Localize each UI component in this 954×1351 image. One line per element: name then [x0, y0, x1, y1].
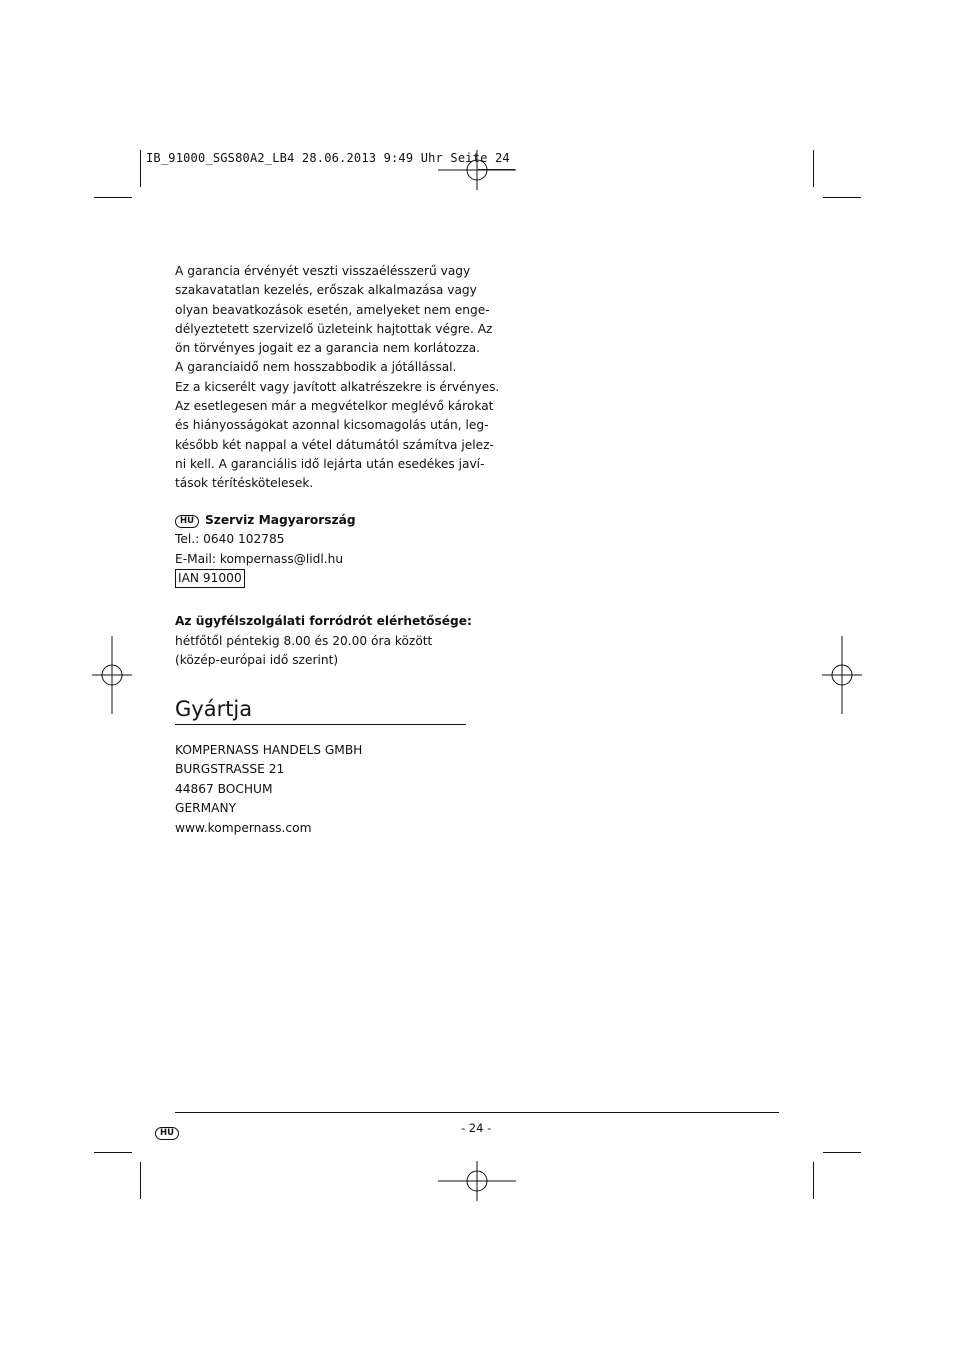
page-number: - 24 - — [461, 1121, 492, 1135]
crop-mark-top-left-horizontal — [94, 197, 132, 198]
address-line: GERMANY — [175, 801, 237, 816]
hotline-timezone: (közép-európai idő szerint) — [175, 653, 339, 667]
crop-mark-top-right-horizontal — [823, 197, 861, 198]
service-title: Szerviz Magyarország — [205, 513, 356, 527]
service-phone: Tel.: 0640 102785 — [175, 532, 285, 547]
text-line: Ez a kicserélt vagy javított alkatrészekre is érvényes. — [175, 379, 500, 394]
registration-mark-top-icon — [438, 150, 516, 190]
heading-underline — [175, 724, 466, 725]
service-block — [175, 511, 475, 588]
manufacturer-address — [175, 741, 362, 838]
footer-country-badge-wrap — [155, 1121, 185, 1140]
address-line: KOMPERNASS HANDELS GMBH — [175, 743, 363, 757]
service-title-line — [175, 511, 475, 530]
hotline-title: Az ügyfélszolgálati forródrót elérhetősége: — [175, 614, 472, 628]
warranty-paragraph — [175, 262, 500, 494]
country-badge: HU — [175, 515, 199, 528]
ian-line — [175, 569, 475, 588]
text-line: tások térítéskötelesek. — [175, 476, 314, 491]
text-line: ni kell. A garanciális idő lejárta után esedékes javí- — [175, 456, 485, 471]
crop-mark-bottom-left-horizontal — [94, 1152, 132, 1153]
text-line: később két nappal a vétel dátumától számítva jelez- — [175, 437, 494, 452]
website-link: www.kompernass.com — [175, 820, 312, 835]
crop-mark-top-right-vertical — [813, 150, 814, 187]
text-line: délyeztetett szervizelő üzleteink hajtottak végre. Az — [175, 321, 493, 336]
text-line: A garancia érvényét veszti visszaélésszerű vagy — [175, 264, 471, 278]
address-line: 44867 BOCHUM — [175, 781, 273, 796]
text-line: ön törvényes jogait ez a garancia nem korlátozza. — [175, 341, 480, 356]
hotline-block — [175, 612, 495, 671]
registration-mark-left-icon — [92, 636, 132, 714]
footer-rule — [175, 1112, 779, 1113]
crop-mark-bottom-right-vertical — [813, 1162, 814, 1199]
text-line: olyan beavatkozások esetén, amelyeket nem enge- — [175, 302, 490, 317]
registration-mark-bottom-icon — [438, 1161, 516, 1201]
text-line: Az esetlegesen már a megvételkor meglévő károkat — [175, 399, 494, 414]
crop-mark-top-left-vertical — [140, 150, 141, 187]
text-line: szakavatatlan kezelés, erőszak alkalmazása vagy — [175, 283, 477, 298]
print-slug: IB_91000_SGS80A2_LB4 28.06.2013 9:49 Uhr Seite 24 — [146, 151, 510, 165]
registration-mark-right-icon — [822, 636, 862, 714]
crop-mark-bottom-right-horizontal — [823, 1152, 861, 1153]
service-email: E-Mail: kompernass@lidl.hu — [175, 551, 344, 566]
text-line: A garanciaidő nem hosszabbodik a jótállással. — [175, 360, 457, 375]
address-line: BURGSTRASSE 21 — [175, 762, 285, 777]
text-line: és hiányosságokat azonnal kicsomagolás után, leg- — [175, 418, 489, 433]
hotline-hours: hétfőtől péntekig 8.00 és 20.00 óra között — [175, 633, 433, 648]
manufacturer-heading: Gyártja — [175, 697, 253, 721]
crop-mark-bottom-left-vertical — [140, 1162, 141, 1199]
footer-country-badge: HU — [155, 1127, 179, 1140]
ian-box: IAN 91000 — [175, 569, 245, 588]
